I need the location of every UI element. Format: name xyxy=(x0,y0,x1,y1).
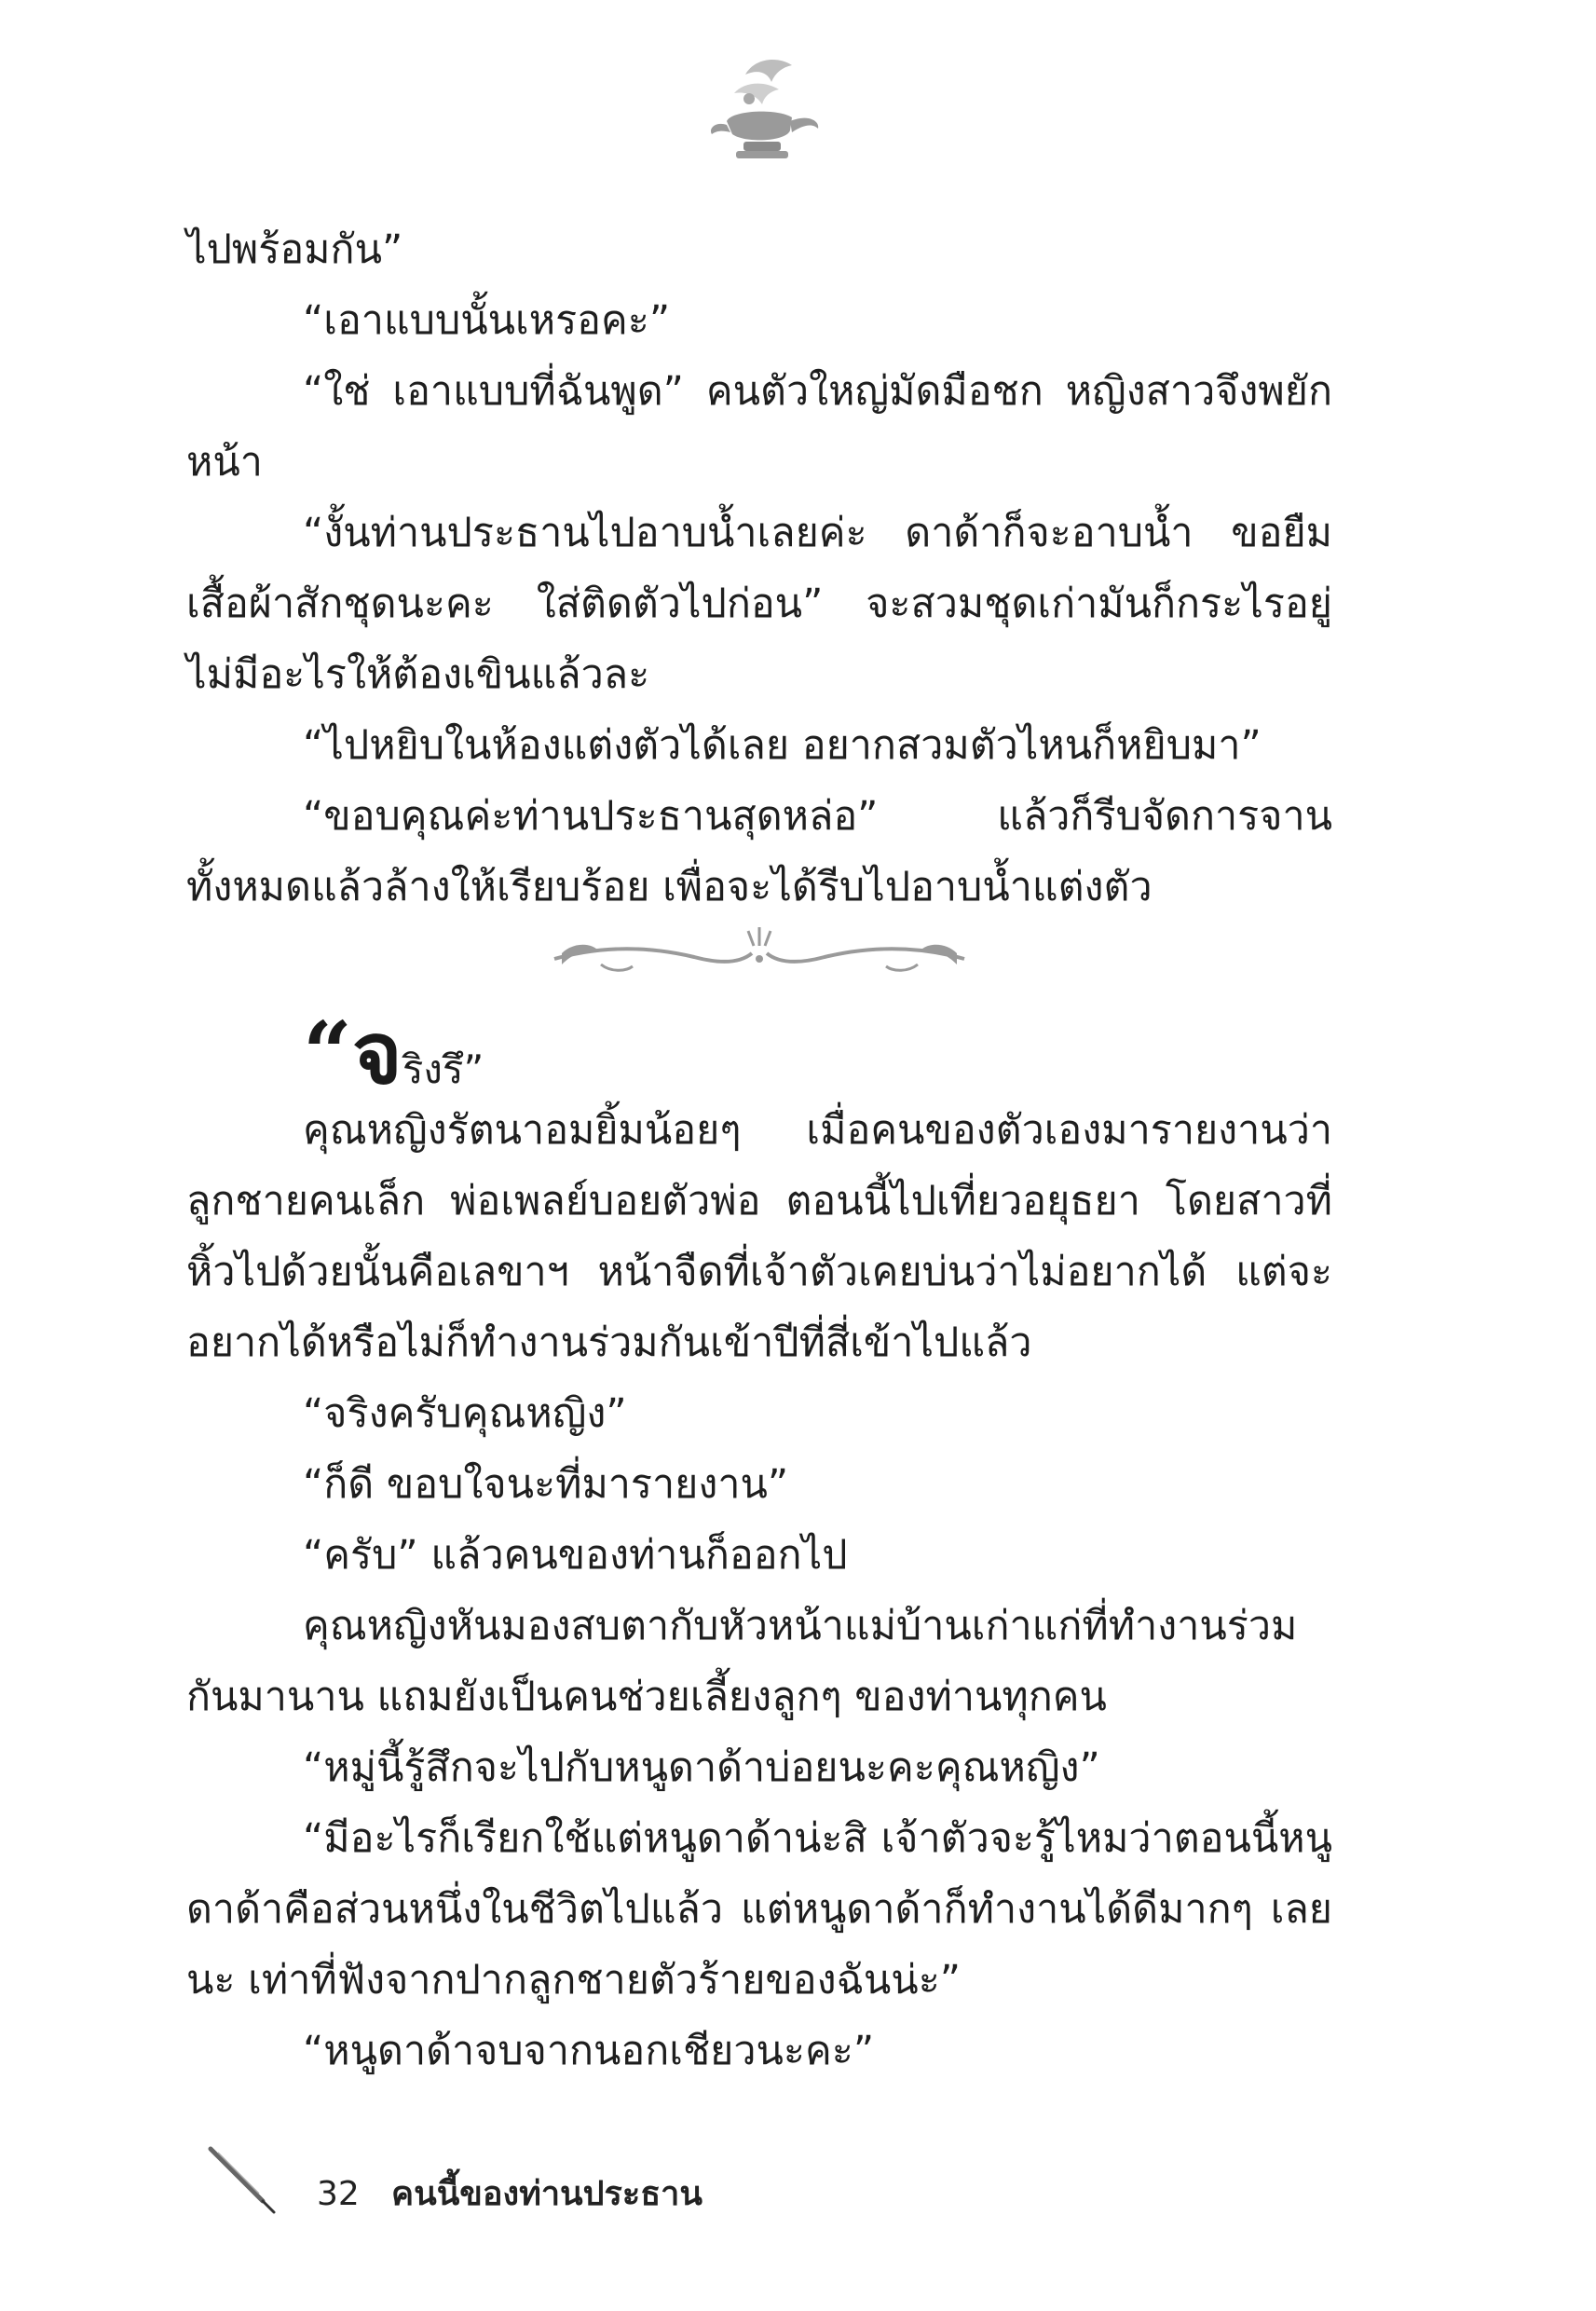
page-footer xyxy=(205,2143,1044,2227)
paragraph: “หนูดาด้าจบจากนอกเชียวนะคะ” xyxy=(303,2028,875,2074)
drop-cap: “จ xyxy=(303,1003,402,1103)
paragraph: “เอาแบบนั้นเหรอคะ” xyxy=(303,297,671,344)
chapter-opener xyxy=(303,1003,484,1103)
opener-text: ริงรึ” xyxy=(402,1046,484,1092)
paragraph: “ครับ” แล้วคนของท่านก็ออกไป xyxy=(303,1532,848,1579)
paragraph: “ขอบคุณค่ะท่านประธานสุดหล่อ” แล้วก็รีบจัดการจานทั้งหมดแล้วล้างให้เรียบร้อย เพื่อจะได้รีบไปอาบน้ำแต่งตัว xyxy=(186,793,1332,910)
page-number: 32 xyxy=(317,2175,360,2213)
genie-lamp-icon xyxy=(689,56,829,166)
paragraph: “งั้นท่านประธานไปอาบน้ำเลยค่ะ ดาด้าก็จะอาบน้ำ ขอยืมเสื้อผ้าสักชุดนะคะ ใส่ติดตัวไปก่อน” จะสวมชุดเก่ามันก็กระไรอยู่ ไม่มีอะไรให้ต้องเขินแล้วละ xyxy=(186,510,1332,698)
flourish-divider-icon xyxy=(545,918,974,992)
paragraph: “มีอะไรก็เรียกใช้แต่หนูดาด้าน่ะสิ เจ้าตัวจะรู้ไหมว่าตอนนี้หนูดาด้าคือส่วนหนึ่งในชีวิตไปแล้ว แต่หนูดาด้าก็ทำงานได้ดีมากๆ เลยนะ เท่าที่ฟังจากปากลูกชายตัวร้ายของฉันน่ะ” xyxy=(186,1815,1332,2003)
paragraph: “หมู่นี้รู้สึกจะไปกับหนูดาด้าบ่อยนะคะคุณหญิง” xyxy=(303,1744,1100,1791)
paragraph: “ไปหยิบในห้องแต่งตัวได้เลย อยากสวมตัวไหนก็หยิบมา” xyxy=(303,722,1262,769)
paragraph: คุณหญิงรัตนาอมยิ้มน้อยๆ เมื่อคนของตัวเองมารายงานว่าลูกชายคนเล็ก พ่อเพลย์บอยตัวพ่อ ตอนนี้ไปเที่ยวอยุธยา โดยสาวที่หิ้วไปด้วยนั้นคือเลขาฯ หน้าจืดที่เจ้าตัวเคยบ่นว่าไม่อยากได้ แต่จะอยากได้หรือไม่ก็ทำงานร่วมกันเข้าปีที่สี่เข้าไปแล้ว xyxy=(186,1107,1332,1366)
paragraph: “ก็ดี ขอบใจนะที่มารายงาน” xyxy=(303,1461,789,1508)
running-title: คนนี้ของท่านประธาน xyxy=(391,2175,703,2213)
pen-icon xyxy=(205,2143,280,2218)
paragraph: “ใช่ เอาแบบที่ฉันพูด” คนตัวใหญ่มัดมือชก หญิงสาวจึงพยักหน้า xyxy=(186,368,1332,485)
text-section-1 xyxy=(186,214,1332,923)
paragraph: คุณหญิงหันมองสบตากับหัวหน้าแม่บ้านเก่าแก่ที่ทำงานร่วมกันมานาน แถมยังเป็นคนช่วยเลี้ยงลูกๆ ของท่านทุกคน xyxy=(186,1603,1298,1720)
text-section-2 xyxy=(186,1095,1332,2086)
paragraph: “จริงครับคุณหญิง” xyxy=(303,1390,627,1437)
paragraph: ไปพร้อมกัน” xyxy=(186,226,403,273)
